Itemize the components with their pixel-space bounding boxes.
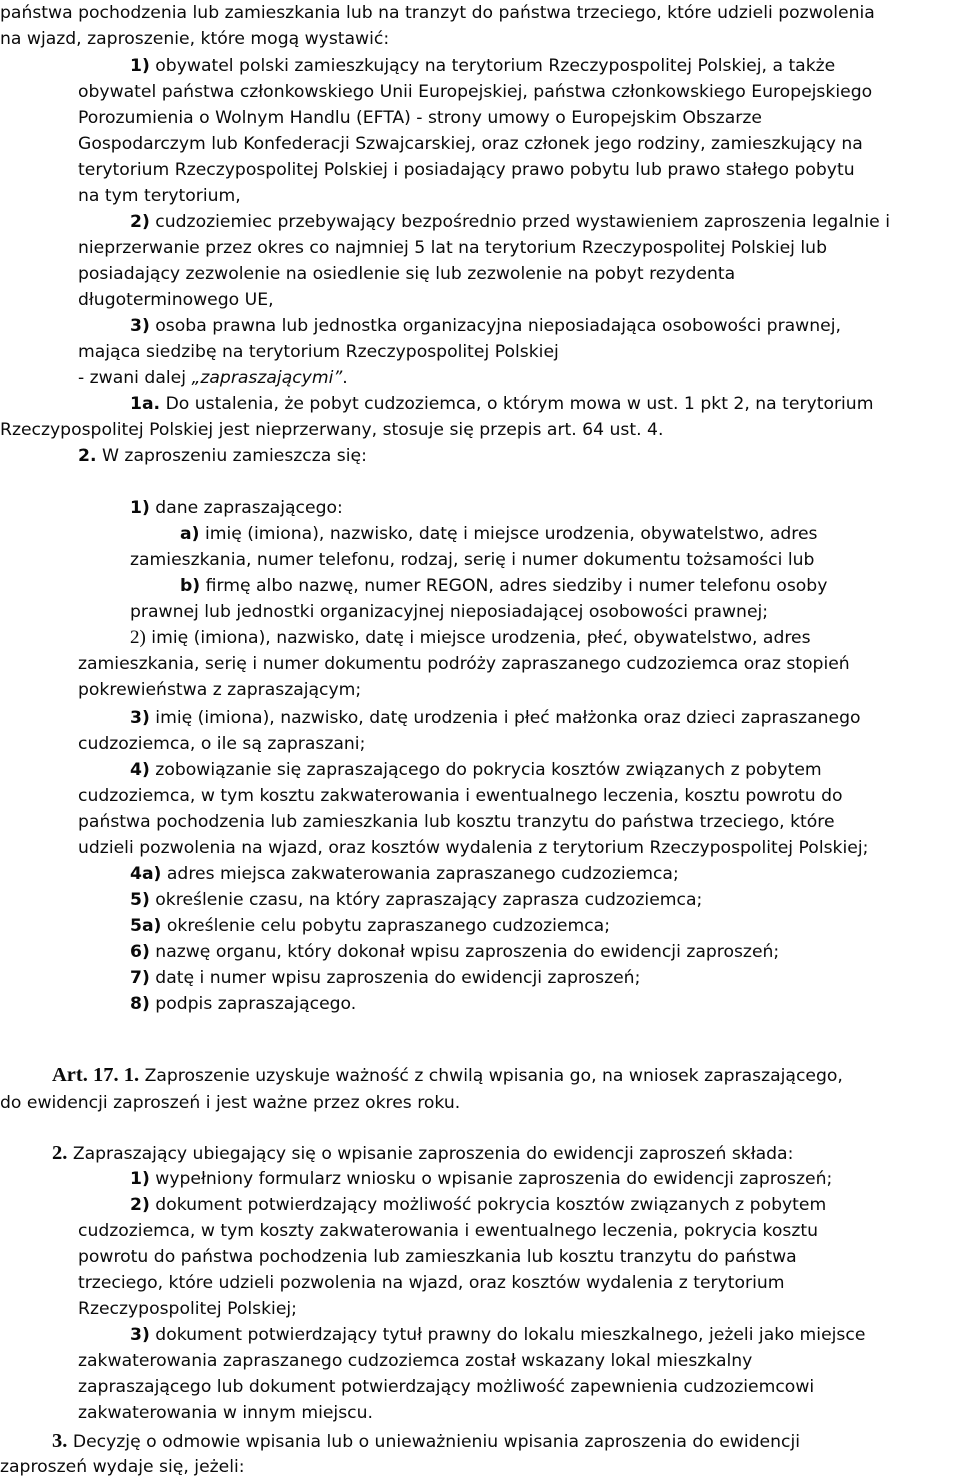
list-item-1 xyxy=(130,495,343,521)
text-line: zamieszkania, serię i numer dokumentu podróży zapraszanego cudzoziemca oraz stopień xyxy=(78,654,850,674)
item-number: 2) xyxy=(130,627,146,648)
item-text: imię (imiona), nazwisko, datę urodzenia i płeć małżonka oraz dzieci zapraszanego xyxy=(155,708,861,728)
text-line: trzeciego, które udzieli pozwolenia na wjazd, oraz kosztów wydalenia z terytorium xyxy=(78,1273,785,1293)
item-text: imię (imiona), nazwisko, datę i miejsce urodzenia, płeć, obywatelstwo, adres xyxy=(151,628,811,648)
text-line: państwa pochodzenia lub zamieszkania lub na tranzyt do państwa trzeciego, które udzieli pozwolenia xyxy=(0,3,875,23)
zwani-line xyxy=(78,365,348,391)
list-item-4a xyxy=(130,861,679,887)
item-text: datę i numer wpisu zaproszenia do ewidencji zaproszeń; xyxy=(155,968,641,988)
item-number: 2) xyxy=(130,1195,150,1215)
section-text: Zapraszający ubiegający się o wpisanie zaproszenia do ewidencji zaproszeń składa: xyxy=(72,1144,794,1164)
text-line: zamieszkania, numer telefonu, rodzaj, serię i numer dokumentu tożsamości lub xyxy=(130,550,815,570)
item-text: wypełniony formularz wniosku o wpisanie zaproszenia do ewidencji zaproszeń; xyxy=(155,1169,833,1189)
zwani-suffix: . xyxy=(342,368,348,388)
list-item-5a xyxy=(130,913,610,939)
list-item-2 xyxy=(130,625,811,651)
list-item-2 xyxy=(130,209,890,235)
item-number: 3) xyxy=(130,316,150,336)
item-number: 1) xyxy=(130,1169,150,1189)
item-number: 7) xyxy=(130,968,150,988)
item-text: dokument potwierdzający tytuł prawny do lokalu mieszkalnego, jeżeli jako miejsce xyxy=(155,1325,866,1345)
item-text: cudzoziemiec przebywający bezpośrednio przed wystawieniem zaproszenia legalnie i xyxy=(155,212,890,232)
text-line: udzieli pozwolenia na wjazd, oraz kosztów wydalenia z terytorium Rzeczypospolitej Polskiej; xyxy=(78,838,869,858)
text-line: prawnej lub jednostki organizacyjnej nieposiadającej osobowości prawnej; xyxy=(130,602,769,622)
text-line: na wjazd, zaproszenie, które mogą wystawić: xyxy=(0,29,390,49)
item-number: 4) xyxy=(130,760,150,780)
text-line: Rzeczypospolitej Polskiej jest nieprzerwany, stosuje się przepis art. 64 ust. 4. xyxy=(0,420,664,440)
list-item-3 xyxy=(130,1322,865,1348)
article-number: Art. 17. 1. xyxy=(52,1064,140,1086)
list-item-3 xyxy=(130,313,841,339)
zwani-prefix: - zwani dalej xyxy=(78,368,192,388)
item-letter: b) xyxy=(180,576,201,596)
item-number: 1) xyxy=(130,56,150,76)
section-number: 1a. xyxy=(130,394,161,414)
item-number: 1) xyxy=(130,498,150,518)
article-17-heading xyxy=(52,1062,843,1088)
item-number: 3) xyxy=(130,708,150,728)
text-line: powrotu do państwa pochodzenia lub zamieszkania lub kosztu tranzytu do państwa xyxy=(78,1247,797,1267)
item-text: imię (imiona), nazwisko, datę i miejsce urodzenia, obywatelstwo, adres xyxy=(204,524,818,544)
sub-item-b xyxy=(180,573,827,599)
text-line: zapraszającego lub dokument potwierdzający możliwość zapewnienia cudzoziemcowi xyxy=(78,1377,815,1397)
text-line: cudzoziemca, w tym kosztu zakwaterowania i ewentualnego leczenia, kosztu powrotu do xyxy=(78,786,843,806)
section-text: Do ustalenia, że pobyt cudzoziemca, o którym mowa w ust. 1 pkt 2, na terytorium xyxy=(165,394,874,414)
list-item-3 xyxy=(130,705,861,731)
text-line: długoterminowego UE, xyxy=(78,290,274,310)
list-item-7 xyxy=(130,965,640,991)
text-line: do ewidencji zaproszeń i jest ważne przez okres roku. xyxy=(0,1093,461,1113)
text-line: nieprzerwanie przez okres co najmniej 5 lat na terytorium Rzeczypospolitej Polskiej lub xyxy=(78,238,827,258)
item-text: obywatel polski zamieszkujący na terytorium Rzeczypospolitej Polskiej, a także xyxy=(155,56,836,76)
item-number: 8) xyxy=(130,994,150,1014)
text-line: zakwaterowania w innym miejscu. xyxy=(78,1403,373,1423)
list-item-8 xyxy=(130,991,356,1017)
list-item-1 xyxy=(130,1166,832,1192)
text-line: na tym terytorium, xyxy=(78,186,241,206)
article-text: Zaproszenie uzyskuje ważność z chwilą wpisania go, na wniosek zapraszającego, xyxy=(144,1066,843,1086)
item-text: zobowiązanie się zapraszającego do pokrycia kosztów związanych z pobytem xyxy=(155,760,822,780)
text-line: obywatel państwa członkowskiego Unii Europejskiej, państwa członkowskiego Europejskiego xyxy=(78,82,873,102)
item-text: dokument potwierdzający możliwość pokrycia kosztów związanych z pobytem xyxy=(155,1195,827,1215)
section-text: Decyzję o odmowie wpisania lub o unieważnieniu wpisania zaproszenia do ewidencji xyxy=(72,1432,801,1452)
text-line: terytorium Rzeczypospolitej Polskiej i posiadający prawo pobytu lub prawo stałego pobytu xyxy=(78,160,855,180)
list-item-1 xyxy=(130,53,835,79)
item-text: dane zapraszającego: xyxy=(155,498,343,518)
item-number: 5) xyxy=(130,890,150,910)
text-line: zaproszeń wydaje się, jeżeli: xyxy=(0,1457,245,1477)
sub-item-a xyxy=(180,521,818,547)
text-line: posiadający zezwolenie na osiedlenie się lub zezwolenie na pobyt rezydenta xyxy=(78,264,736,284)
text-line: pokrewieństwa z zapraszającym; xyxy=(78,680,362,700)
section-1a xyxy=(130,391,873,417)
item-text: firmę albo nazwę, numer REGON, adres siedziby i numer telefonu osoby xyxy=(205,576,828,596)
item-text: określenie celu pobytu zapraszanego cudzoziemca; xyxy=(166,916,610,936)
section-number: 2. xyxy=(52,1142,68,1164)
item-number: 5a) xyxy=(130,916,162,936)
text-line: mająca siedzibę na terytorium Rzeczypospolitej Polskiej xyxy=(78,342,559,362)
section-number: 3. xyxy=(52,1430,68,1452)
text-line: Gospodarczym lub Konfederacji Szwajcarskiej, oraz członek jego rodziny, zamieszkujący na xyxy=(78,134,863,154)
text-line: cudzoziemca, w tym koszty zakwaterowania i ewentualnego leczenia, pokrycia kosztu xyxy=(78,1221,818,1241)
list-item-6 xyxy=(130,939,779,965)
item-text: adres miejsca zakwaterowania zapraszanego cudzoziemca; xyxy=(166,864,679,884)
item-number: 2) xyxy=(130,212,150,232)
list-item-5 xyxy=(130,887,702,913)
item-number: 4a) xyxy=(130,864,162,884)
defined-term: „zapraszającymi” xyxy=(191,368,343,388)
section-text: W zaproszeniu zamieszcza się: xyxy=(101,446,367,466)
item-letter: a) xyxy=(180,524,200,544)
item-text: określenie czasu, na który zapraszający zaprasza cudzoziemca; xyxy=(155,890,703,910)
text-line: Rzeczypospolitej Polskiej; xyxy=(78,1299,297,1319)
article-section-2 xyxy=(52,1140,793,1166)
item-number: 3) xyxy=(130,1325,150,1345)
text-line: państwa pochodzenia lub zamieszkania lub kosztu tranzytu do państwa trzeciego, które xyxy=(78,812,835,832)
article-section-3 xyxy=(52,1428,800,1454)
section-number: 2. xyxy=(78,446,97,466)
item-number: 6) xyxy=(130,942,150,962)
text-line: cudzoziemca, o ile są zapraszani; xyxy=(78,734,366,754)
item-text: podpis zapraszającego. xyxy=(155,994,357,1014)
item-text: nazwę organu, który dokonał wpisu zaproszenia do ewidencji zaproszeń; xyxy=(155,942,780,962)
text-line: zakwaterowania zapraszanego cudzoziemca został wskazany lokal mieszkalny xyxy=(78,1351,753,1371)
list-item-2 xyxy=(130,1192,826,1218)
text-line: Porozumienia o Wolnym Handlu (EFTA) - strony umowy o Europejskim Obszarze xyxy=(78,108,762,128)
list-item-4 xyxy=(130,757,822,783)
section-2 xyxy=(78,443,367,469)
item-text: osoba prawna lub jednostka organizacyjna nieposiadająca osobowości prawnej, xyxy=(155,316,841,336)
